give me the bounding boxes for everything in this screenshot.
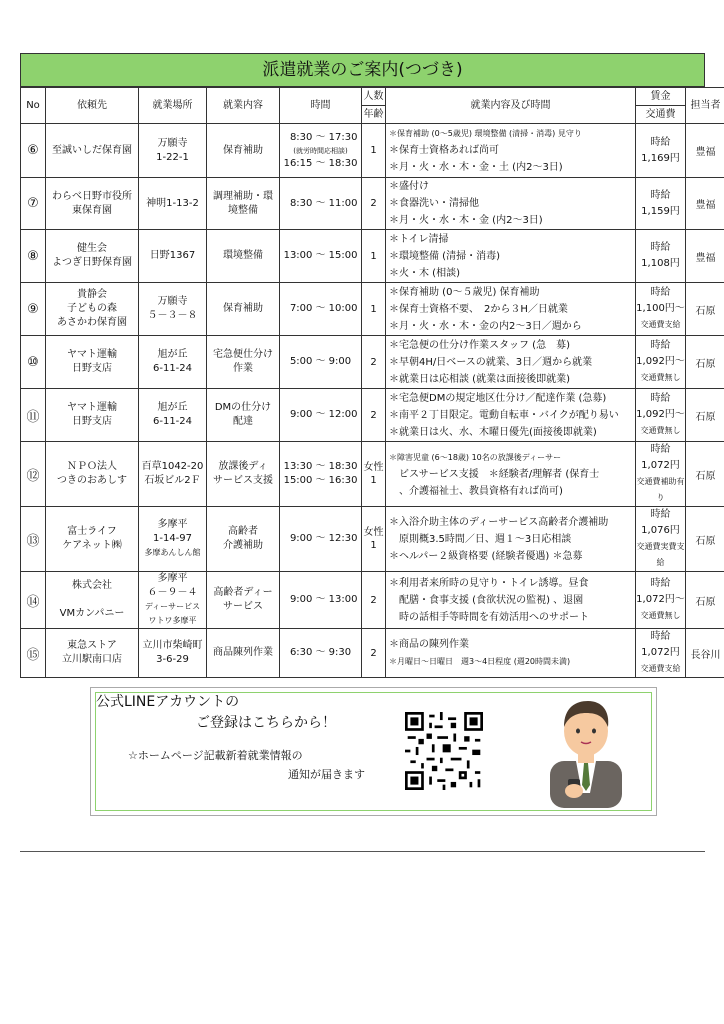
place-line: 万願寺	[157, 296, 188, 307]
client-line: 富士ライフ	[67, 526, 117, 537]
time-separator: ～	[315, 131, 326, 143]
client-cell	[46, 442, 139, 507]
wage-line: 交通費無し	[640, 611, 681, 620]
time-note: (就労時間応相談)	[293, 146, 348, 155]
people-cell: 1	[362, 283, 386, 336]
header-client: 依頼先	[46, 88, 139, 124]
client-cell	[46, 507, 139, 572]
table-row	[21, 572, 724, 629]
table-row	[21, 336, 724, 389]
wage-line: 1,092円～	[636, 409, 685, 420]
client-line: 東保育園	[72, 204, 112, 216]
details-cell	[386, 178, 636, 230]
details-line: 時の話相手等時間を有効活用へのサポート	[389, 611, 589, 623]
work-line: 保育補助	[223, 144, 263, 156]
time-range	[280, 197, 361, 211]
header-work: 就業内容	[207, 88, 280, 124]
work-line: 保育補助	[223, 303, 263, 314]
time-range	[280, 131, 361, 145]
time-start: 13:00	[283, 250, 313, 261]
client-line: わらべ日野市役所	[52, 190, 132, 202]
time-cell	[280, 336, 362, 389]
wage-line: 交通費実費支給	[636, 542, 685, 567]
wage-line: 時給	[650, 287, 671, 298]
wage-cell	[636, 336, 686, 389]
time-separator: ～	[315, 356, 326, 367]
place-cell	[139, 178, 207, 230]
people-cell: 女性1	[362, 507, 386, 572]
place-cell	[139, 629, 207, 678]
wage-line: 1,159円	[641, 205, 680, 217]
time-cell	[280, 572, 362, 629]
place-line: 石坂ビル2Ｆ	[144, 475, 201, 486]
staff-cell: 豊福	[686, 230, 724, 283]
time-start: 7:00	[289, 303, 313, 314]
client-line: ＮＰＯ法人	[67, 461, 117, 472]
time-separator: ～	[315, 157, 326, 169]
client-cell	[46, 336, 139, 389]
details-cell	[386, 336, 636, 389]
work-line: 環境整備	[223, 250, 263, 261]
work-cell	[207, 389, 280, 442]
time-end: 17:30	[328, 131, 358, 143]
details-line: ＊利用者来所時の見守り・トイレ誘導。昼食	[389, 577, 589, 589]
client-line: ヤマト運輸	[67, 349, 117, 360]
details-cell	[386, 230, 636, 283]
work-cell	[207, 629, 280, 678]
place-line: 6-11-24	[152, 363, 193, 374]
wage-line: 1,072円	[641, 647, 680, 658]
time-separator: ～	[315, 461, 326, 472]
work-cell	[207, 336, 280, 389]
time-start: 8:30	[289, 131, 313, 143]
time-start: 16:15	[283, 157, 313, 169]
time-end: 11:00	[328, 197, 358, 209]
client-line: あさかわ保育園	[57, 317, 127, 328]
place-line: 3-6-29	[156, 654, 189, 665]
place-cell	[139, 230, 207, 283]
time-cell	[280, 124, 362, 178]
staff-cell: 豊福	[686, 178, 724, 230]
time-end: 9:00	[328, 356, 352, 367]
details-line: 、介護福祉士、教員資格有れば尚可)	[389, 485, 563, 497]
wage-line: 1,072円～	[636, 594, 685, 605]
staff-cell: 長谷川	[686, 629, 724, 678]
row-number: ⑥	[21, 124, 46, 178]
header-people: 人数	[362, 88, 386, 106]
staff-cell: 豊福	[686, 124, 724, 178]
details-line: ＊宅急便DMの規定地区仕分け／配達作業 (急募)	[389, 392, 607, 404]
client-line: 子どもの森	[67, 303, 117, 314]
details-line: 配膳・食事支援 (食欲状況の監視) 、退園	[389, 594, 584, 606]
row-number: ⑪	[21, 389, 46, 442]
work-line: 介護補助	[223, 540, 263, 551]
row-number: ⑬	[21, 507, 46, 572]
client-cell	[46, 389, 139, 442]
table-row	[21, 124, 724, 178]
details-cell	[386, 629, 636, 678]
client-cell	[46, 629, 139, 678]
wage-cell	[636, 507, 686, 572]
people-cell: 1	[362, 230, 386, 283]
time-start: 9:00	[289, 409, 313, 420]
header-details: 就業内容及び時間	[386, 88, 636, 124]
time-separator: ～	[315, 197, 326, 209]
place-cell	[139, 507, 207, 572]
staff-cell: 石原	[686, 336, 724, 389]
time-range	[280, 593, 361, 607]
time-end: 16:30	[328, 475, 358, 486]
work-line: 調理補助・環	[213, 190, 273, 202]
client-cell	[46, 230, 139, 283]
wage-cell	[636, 629, 686, 678]
details-cell	[386, 389, 636, 442]
place-line: 日野1367	[149, 250, 196, 261]
wage-line: 時給	[650, 631, 671, 642]
place-line: 6-11-24	[152, 416, 193, 427]
header-place: 就業場所	[139, 88, 207, 124]
time-cell	[280, 389, 362, 442]
wage-cell	[636, 442, 686, 507]
place-cell	[139, 442, 207, 507]
client-line: VMカンパニー	[59, 608, 125, 619]
place-line: ５－３－８	[147, 310, 198, 321]
time-range	[280, 532, 361, 546]
jobs-table	[20, 87, 724, 678]
row-number: ⑭	[21, 572, 46, 629]
details-line: ＊月・火・水・木・金の内2～3日／週から	[389, 320, 582, 332]
table-row	[21, 283, 724, 336]
details-line: ＊月・火・水・木・金 (内2～3日)	[389, 215, 543, 226]
place-line: 多摩平	[157, 519, 188, 530]
wage-line: 時給	[650, 509, 671, 520]
work-line: 宅急便仕分け	[213, 349, 273, 360]
header-age: 年齢	[362, 106, 386, 124]
wage-cell	[636, 283, 686, 336]
time-end: 18:30	[328, 157, 358, 169]
header-time: 時間	[280, 88, 362, 124]
client-line: 株式会社	[72, 580, 112, 591]
people-cell: 2	[362, 336, 386, 389]
client-line: つきのおあしす	[57, 475, 127, 486]
table-row	[21, 629, 724, 678]
details-cell	[386, 507, 636, 572]
time-end: 10:00	[328, 303, 358, 314]
row-number: ⑧	[21, 230, 46, 283]
work-cell	[207, 124, 280, 178]
time-start: 13:30	[283, 461, 313, 472]
wage-line: 時給	[650, 578, 671, 589]
table-row	[21, 507, 724, 572]
details-line: ＊火・木 (相談)	[389, 267, 460, 279]
time-range	[280, 302, 361, 316]
place-line: 多摩平	[157, 573, 188, 584]
details-line: ＊食器洗い・清掃他	[389, 198, 479, 209]
details-line: ＊保育補助 (0～5歳児) 環境整備 (清掃・消毒) 見守り	[389, 129, 582, 138]
details-line: ＊保育士資格あれば尚可	[389, 145, 499, 156]
details-line: ＊南平２丁目限定。電動自転車・バイクが配り易い	[389, 409, 619, 421]
time-end: 13:00	[328, 594, 358, 605]
details-line: ＊盛付け	[389, 181, 429, 192]
row-number: ⑦	[21, 178, 46, 230]
people-cell: 2	[362, 572, 386, 629]
place-line: ６－９－４	[147, 587, 198, 598]
wage-line: 交通費無し	[640, 373, 681, 382]
client-cell	[46, 283, 139, 336]
client-line: ヤマト運輸	[67, 402, 117, 413]
wage-line: 時給	[650, 136, 671, 148]
work-line: 配達	[233, 416, 253, 427]
work-line: サービス	[223, 601, 263, 612]
client-line: 貴静会	[77, 289, 107, 300]
time-separator: ～	[315, 647, 326, 658]
row-number: ⑫	[21, 442, 46, 507]
place-line: 1-22-1	[156, 151, 189, 163]
client-line: よつぎ日野保育園	[52, 257, 132, 268]
place-line: 神明1-13-2	[146, 197, 199, 209]
place-cell	[139, 389, 207, 442]
businessman-with-phone-icon	[540, 693, 632, 808]
time-separator: ～	[315, 533, 326, 544]
wage-cell	[636, 178, 686, 230]
wage-line: 時給	[650, 242, 671, 253]
staff-cell: 石原	[686, 442, 724, 507]
page-title: 派遣就業のご案内(つづき)	[20, 53, 705, 87]
wage-cell	[636, 230, 686, 283]
time-start: 9:00	[289, 533, 313, 544]
time-range	[280, 408, 361, 422]
time-range	[280, 355, 361, 369]
work-cell	[207, 507, 280, 572]
place-line: ワトワ多摩平	[148, 616, 197, 625]
details-line: ＊早朝4H/日ベースの就業、3日／週から就業	[389, 356, 593, 368]
line-promo-text-1: 公式LINEアカウントの	[96, 694, 240, 710]
time-end: 9:30	[328, 647, 352, 658]
details-line: 原則概3.5時間／日、週１～3日応相談	[389, 533, 572, 545]
details-line: ＊ヘルパー２級資格要 (経験者優遇) ＊急募	[389, 550, 583, 562]
header-transport: 交通費	[636, 106, 686, 124]
place-line: 立川市柴崎町	[142, 640, 203, 651]
people-cell: 2	[362, 178, 386, 230]
place-line: ディーサービス	[144, 602, 201, 611]
time-range	[280, 249, 361, 263]
place-line: 万願寺	[157, 137, 188, 149]
client-line: 日野支店	[72, 416, 112, 427]
table-row	[21, 389, 724, 442]
time-cell	[280, 230, 362, 283]
details-line: ＊トイレ清掃	[389, 233, 449, 245]
details-line: ＊環境整備 (清掃・消毒)	[389, 250, 500, 262]
time-separator: ～	[315, 250, 326, 261]
time-cell	[280, 178, 362, 230]
time-separator: ～	[315, 475, 326, 486]
client-line: 日野支店	[72, 363, 112, 374]
time-start: 9:00	[289, 594, 313, 605]
details-line: ＊月・火・水・木・金・土 (内2～3日)	[389, 162, 563, 173]
wage-line: 交通費無し	[640, 426, 681, 435]
time-separator: ～	[315, 303, 326, 314]
wage-line: 1,072円	[641, 460, 680, 471]
wage-line: 1,076円	[641, 525, 680, 536]
details-line: ＊商品の陳列作業	[389, 639, 469, 650]
line-promo-text-4: 通知が届きます	[288, 768, 365, 781]
staff-cell: 石原	[686, 572, 724, 629]
details-cell	[386, 442, 636, 507]
wage-line: 1,108円	[641, 258, 680, 269]
place-cell	[139, 336, 207, 389]
header-no: No	[21, 88, 46, 124]
place-line: 旭が丘	[157, 349, 188, 360]
details-line: ビスサービス支援 ＊経験者/理解者 (保育士	[389, 468, 600, 480]
row-number: ⑨	[21, 283, 46, 336]
details-line: ＊宅急便の仕分け作業スタッフ (急 募)	[389, 339, 570, 351]
place-line: 1-14-97	[152, 533, 193, 544]
wage-line: 時給	[650, 189, 671, 201]
time-cell	[280, 507, 362, 572]
work-cell	[207, 178, 280, 230]
place-cell	[139, 124, 207, 178]
details-line: ＊保育士資格不要、 2から３H／日就業	[389, 303, 568, 315]
people-cell: 2	[362, 389, 386, 442]
work-cell	[207, 572, 280, 629]
work-cell	[207, 283, 280, 336]
wage-cell	[636, 572, 686, 629]
client-line: 至誠いしだ保育園	[52, 144, 132, 156]
work-line: 高齢者ディー	[213, 587, 273, 598]
wage-line: 時給	[650, 444, 671, 455]
staff-cell: 石原	[686, 389, 724, 442]
time-start: 8:30	[289, 197, 313, 209]
people-cell: 女性1	[362, 442, 386, 507]
details-line: ＊障害児童 (6～18歳) 10名の放課後ディーサー	[389, 452, 562, 462]
wage-line: 1,169円	[641, 152, 680, 164]
staff-cell: 石原	[686, 507, 724, 572]
line-promo-text-2: ご登録はこちらから！	[196, 715, 336, 731]
work-line: 境整備	[228, 204, 258, 216]
wage-line: 時給	[650, 393, 671, 404]
wage-line: 1,092円～	[636, 356, 685, 367]
time-range	[280, 474, 361, 488]
details-line: ＊月曜日～日曜日 週3～4日程度 (週20時間未満)	[389, 657, 571, 666]
client-cell	[46, 178, 139, 230]
work-cell	[207, 230, 280, 283]
work-line: DMの仕分け	[214, 402, 272, 413]
work-cell	[207, 442, 280, 507]
client-line: 立川駅南口店	[62, 654, 122, 665]
time-end: 18:30	[328, 461, 358, 472]
people-cell: 1	[362, 124, 386, 178]
header-wage: 賃金	[636, 88, 686, 106]
time-separator: ～	[315, 409, 326, 420]
table-row	[21, 442, 724, 507]
work-line: 高齢者	[228, 526, 258, 537]
details-cell	[386, 283, 636, 336]
time-range	[280, 460, 361, 474]
row-number: ⑮	[21, 629, 46, 678]
time-separator: ～	[315, 594, 326, 605]
qr-code-icon[interactable]	[405, 712, 483, 790]
details-cell	[386, 124, 636, 178]
work-line: サービス支援	[213, 475, 273, 486]
client-line: 東急ストア	[67, 640, 117, 651]
place-line: 百草1042-20	[141, 461, 204, 472]
time-start: 15:00	[283, 475, 313, 486]
place-line: 多摩あんしん館	[144, 548, 201, 557]
details-line: ＊就業日は応相談 (就業は面接後即就業)	[389, 373, 570, 385]
people-cell: 2	[362, 629, 386, 678]
time-cell	[280, 629, 362, 678]
table-row	[21, 230, 724, 283]
place-cell	[139, 572, 207, 629]
time-start: 5:00	[289, 356, 313, 367]
wage-cell	[636, 389, 686, 442]
time-end: 15:00	[328, 250, 358, 261]
wage-line: 1,100円～	[636, 303, 685, 314]
time-cell	[280, 442, 362, 507]
details-line: ＊就業日は火、水、木曜日優先(面接後即就業)	[389, 426, 597, 438]
time-range	[280, 646, 361, 660]
wage-line: 交通費支給	[640, 664, 681, 673]
details-line: ＊入浴介助主体のディーサービス高齢者介護補助	[389, 516, 609, 528]
line-promo-text-3: ☆ホームページ記載新着就業情報の	[128, 749, 303, 762]
header-staff: 担当者	[686, 88, 724, 124]
details-cell	[386, 572, 636, 629]
time-end: 12:00	[328, 409, 358, 420]
wage-line: 交通費支給	[640, 320, 681, 329]
client-cell	[46, 124, 139, 178]
client-line	[46, 593, 138, 607]
time-cell	[280, 283, 362, 336]
client-cell	[46, 572, 139, 629]
wage-cell	[636, 124, 686, 178]
bottom-divider	[20, 851, 705, 852]
work-line: 作業	[233, 363, 253, 374]
place-cell	[139, 283, 207, 336]
client-line: 健生会	[77, 243, 107, 254]
details-line: ＊保育補助 (0～５歳児) 保育補助	[389, 286, 540, 298]
time-end: 12:30	[328, 533, 358, 544]
time-start: 6:30	[289, 647, 313, 658]
wage-line: 時給	[650, 340, 671, 351]
row-number: ⑩	[21, 336, 46, 389]
work-line: 商品陳列作業	[213, 647, 273, 658]
table-row	[21, 178, 724, 230]
work-line: 放課後ディ	[218, 461, 268, 472]
staff-cell: 石原	[686, 283, 724, 336]
time-range	[280, 157, 361, 171]
wage-line: 交通費補助有り	[636, 477, 685, 502]
place-line: 旭が丘	[157, 402, 188, 413]
client-line: ケアネット㈱	[62, 540, 122, 551]
